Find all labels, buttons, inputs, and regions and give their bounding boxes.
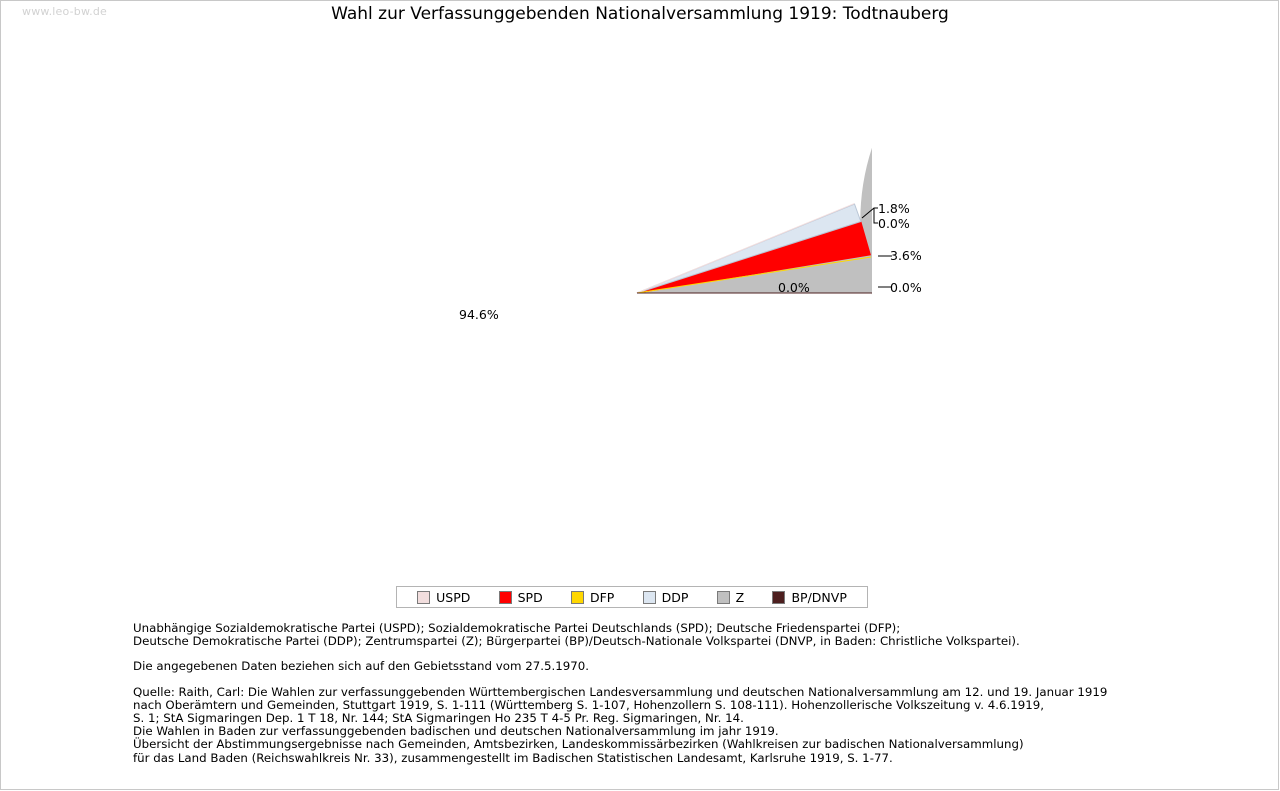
pie-label-ddp: 1.8%: [878, 201, 910, 216]
footnote-parties-line-2: Deutsche Demokratische Partei (DDP); Zentrumspartei (Z); Bürgerpartei (BP)/Deutsch-Nationale Volkspartei (DNVP, in Baden: Christliche Volkspartei).: [133, 634, 1020, 649]
legend-item-spd: [499, 590, 543, 605]
footnote-source-line-5: Übersicht der Abstimmungsergebnisse nach Gemeinden, Amtsbezirken, Landeskommissärbezirken (Wahlkreisen zur badischen Nationalversammlung): [133, 737, 1024, 752]
legend-swatch-dfp: [571, 591, 584, 604]
legend-swatch-uspd: [417, 591, 430, 604]
legend-label-uspd: USPD: [436, 589, 471, 605]
footnote-source: [133, 686, 1193, 765]
legend-swatch-ddp: [643, 591, 656, 604]
legend-label-ddp: DDP: [661, 589, 689, 605]
chart-title: Wahl zur Verfassunggebenden Nationalversammlung 1919: Todtnauberg: [331, 4, 949, 24]
footnote-parties-line-1: Unabhängige Sozialdemokratische Partei (USPD); Sozialdemokratische Partei Deutschlands (SPD); Deutsche Friedenspartei (DFP);: [133, 621, 901, 635]
legend-swatch-bpdnvp: [772, 591, 785, 604]
footnote-source-line-2: nach Oberämtern und Gemeinden, Stuttgart 1919, S. 1-111 (Württemberg S. 1-107, Hohenzollern S. 108-111). Hohenzollerische Volkszeitung v. 4.6.1919,: [133, 697, 1045, 712]
watermark: www.leo-bw.de: [22, 5, 108, 18]
pie-label-z: 94.6%: [459, 307, 499, 322]
legend-label-bpdnvp: BP/DNVP: [791, 589, 847, 605]
legend-swatch-spd: [499, 591, 512, 604]
legend-label-z: Z: [735, 589, 745, 605]
footnote-source-line-4: Die Wahlen in Baden zur verfassunggebenden badischen und deutschen Nationalversammlung im jahr 1919.: [133, 724, 779, 739]
footnote-territory: [133, 660, 1193, 673]
legend-label-spd: SPD: [517, 589, 543, 605]
legend: [396, 586, 868, 608]
pie-label-uspd: 0.0%: [878, 216, 910, 231]
footnote-source-line-6: für das Land Baden (Reichswahlkreis Nr. 33), zusammengestellt im Badischen Statistischen Landesamt, Karlsruhe 1919, S. 1-77.: [133, 750, 893, 765]
footnote-source-line-3: S. 1; StA Sigmaringen Dep. 1 T 18, Nr. 144; StA Sigmaringen Ho 235 T 4-5 Pr. Reg. Sigmaringen, Nr. 14.: [133, 711, 744, 726]
legend-swatch-z: [717, 591, 730, 604]
footnote-source-line-1: Quelle: Raith, Carl: Die Wahlen zur verfassunggebenden Württembergischen Landesversammlung und deutschen Nationalversammlung am 12. und 19. Januar 1919: [133, 684, 1108, 699]
pie-label-dfp: 0.0%: [890, 280, 922, 295]
footnotes: [133, 622, 1193, 765]
pie-label-bpdnvp: 0.0%: [778, 280, 810, 295]
legend-label-dfp: DFP: [589, 589, 615, 605]
footnote-territory-line-1: Die angegebenen Daten beziehen sich auf den Gebietsstand vom 27.5.1970.: [133, 659, 589, 674]
legend-item-dfp: [571, 590, 614, 605]
legend-item-ddp: [643, 590, 689, 605]
legend-item-bpdnvp: [772, 590, 846, 605]
footnote-parties: [133, 622, 1193, 648]
legend-item-z: [717, 590, 745, 605]
legend-item-uspd: [417, 590, 470, 605]
pie-label-spd: 3.6%: [890, 248, 922, 263]
